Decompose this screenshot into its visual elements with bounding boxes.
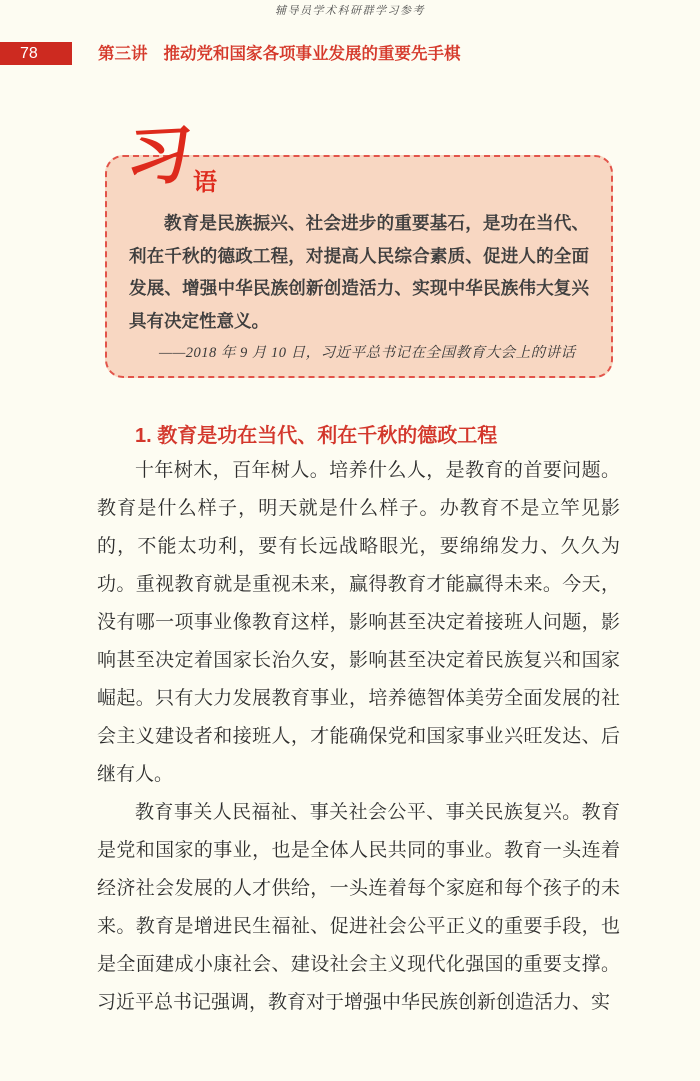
text-line: 习近平总书记强调，教育对于增强中华民族创新创造活力、实 bbox=[97, 992, 611, 1013]
xi-logo-sub-character: 语 bbox=[193, 169, 217, 196]
text-line: 没有哪一项事业像教育这样，影响甚至决定着接班人问题，影 bbox=[97, 612, 620, 633]
text-line: 崛起。只有大力发展教育事业，培养德智体美劳全面发展的社 bbox=[97, 688, 620, 709]
text-line: 具有决定性意义。 bbox=[129, 310, 269, 331]
text-line: 教育是民族振兴、社会进步的重要基石，是功在当代、 bbox=[164, 213, 589, 233]
paragraph-2 bbox=[97, 794, 620, 1022]
text-line: 十年树木，百年树人。培养什么人，是教育的首要问题。 bbox=[135, 460, 620, 481]
text-line: 教育是什么样子，明天就是什么样子。办教育不是立竿见影 bbox=[97, 498, 620, 519]
text-line: 响甚至决定着国家长治久安，影响甚至决定着民族复兴和国家 bbox=[97, 650, 620, 671]
text-line: 教育事关人民福祉、事关社会公平、事关民族复兴。教育 bbox=[135, 802, 620, 823]
section-heading: 1. 教育是功在当代、利在千秋的德政工程 bbox=[135, 425, 498, 447]
text-line: 功。重视教育就是重视未来，赢得教育才能赢得未来。今天， bbox=[97, 574, 620, 595]
page-number: 78 bbox=[20, 45, 38, 62]
chapter-header bbox=[98, 44, 461, 64]
running-header: 辅导员学术科研群学习参考 bbox=[275, 5, 425, 17]
chapter-label: 第三讲 bbox=[98, 45, 148, 63]
text-line: 的，不能太功利，要有长远战略眼光，要绵绵发力、久久为 bbox=[97, 536, 620, 557]
paragraph-1 bbox=[97, 452, 620, 794]
xi-quote-box bbox=[105, 117, 613, 378]
quote-attribution: ——2018 年 9 月 10 日，习近平总书记在全国教育大会上的讲话 bbox=[159, 345, 576, 361]
text-line: 利在千秋的德政工程，对提高人民综合素质、促进人的全面 bbox=[129, 245, 589, 266]
chapter-title-text: 推动党和国家各项事业发展的重要先手棋 bbox=[163, 45, 461, 63]
text-line: 经济社会发展的人才供给，一头连着每个家庭和每个孩子的未 bbox=[97, 878, 620, 899]
text-line: 是全面建成小康社会、建设社会主义现代化强国的重要支撑。 bbox=[97, 954, 620, 975]
xi-logo bbox=[123, 117, 217, 196]
xi-logo-main-character: 习 bbox=[123, 117, 195, 196]
text-line: 继有人。 bbox=[97, 764, 174, 785]
text-line: 发展、增强中华民族创新创造活力、实现中华民族伟大复兴 bbox=[129, 278, 589, 298]
text-line: 来。教育是增进民生福祉、促进社会公平正义的重要手段，也 bbox=[97, 916, 620, 937]
text-line: 会主义建设者和接班人，才能确保党和国家事业兴旺发达、后 bbox=[97, 726, 620, 747]
quote-text bbox=[129, 207, 589, 337]
text-line: 是党和国家的事业，也是全体人民共同的事业。教育一头连着 bbox=[97, 840, 620, 861]
body-text bbox=[97, 452, 620, 1022]
page-number-badge bbox=[0, 42, 72, 65]
